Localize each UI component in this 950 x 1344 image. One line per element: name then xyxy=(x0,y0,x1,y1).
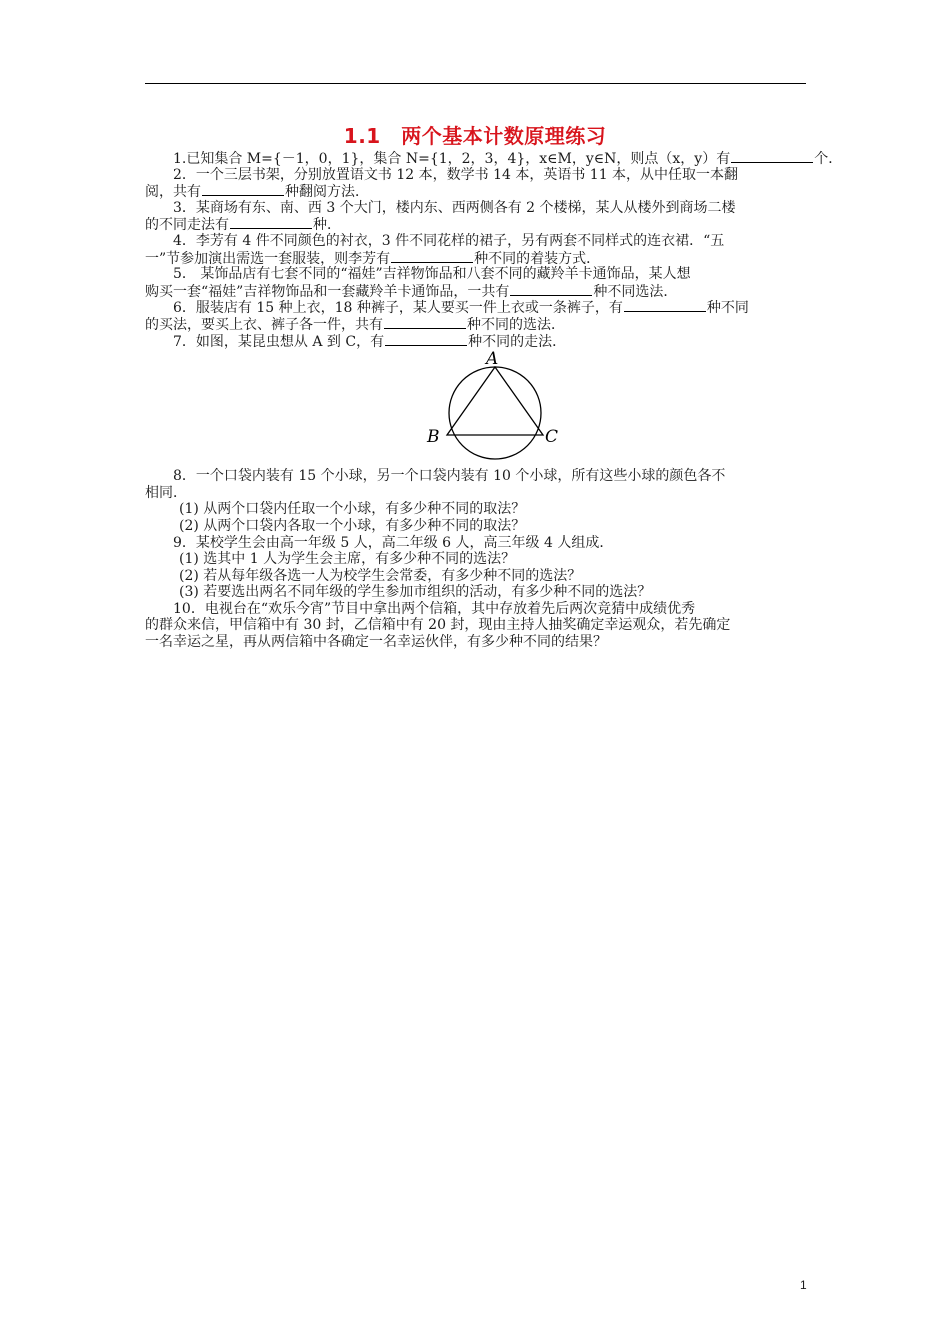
answer-blank[interactable] xyxy=(202,183,284,196)
question-2-cont: 阅，共有 种翻阅方法． xyxy=(145,184,369,201)
question-4: 4．李芳有 4 件不同颜色的衬衣，3 件不同花样的裙子，另有两套不同样式的连衣裙．“五 xyxy=(173,232,725,249)
question-1: 1.已知集合 M={－1，0，1}，集合 N={1，2，3，4}，x∈M，y∈N，则点（x，y）有 个． xyxy=(173,151,843,167)
vertex-label-c: C xyxy=(545,427,559,447)
question-8: 8．一个口袋内装有 15 个小球，另一个口袋内装有 10 个小球，所有这些小球的颜色各不 xyxy=(173,468,726,485)
vertex-label-b: B xyxy=(427,427,440,447)
answer-blank[interactable] xyxy=(510,283,592,296)
question-9-part-1: (1) 选其中 1 人为学生会主席，有多少种不同的选法？ xyxy=(179,551,516,568)
question-5-cont: 购买一套“福娃”吉祥物饰品和一套藏羚羊卡通饰品，一共有 种不同选法． xyxy=(145,283,678,300)
question-10: 10．电视台在“欢乐今宵”节目中拿出两个信箱，其中存放着先后两次竞猜中成绩优秀 xyxy=(173,600,696,617)
answer-blank[interactable] xyxy=(731,150,813,163)
answer-blank[interactable] xyxy=(624,299,706,312)
question-6: 6．服装店有 15 种上衣，18 种裤子，某人要买一件上衣或一条裤子，有 种不同 xyxy=(173,300,749,317)
page-title: 1.1 两个基本计数原理练习 xyxy=(343,124,607,148)
answer-blank[interactable] xyxy=(384,316,466,329)
answer-blank[interactable] xyxy=(230,216,312,229)
question-10-cont: 一名幸运之星，再从两信箱中各确定一名幸运伙伴，有多少种不同的结果？ xyxy=(145,634,607,651)
page-number: 1 xyxy=(800,1278,807,1292)
question-4-cont: 一”节参加演出需选一套服装，则李芳有 种不同的着装方式． xyxy=(145,250,601,267)
question-8-part-1: (1) 从两个口袋内任取一个小球，有多少种不同的取法？ xyxy=(179,501,526,518)
question-8-part-2: (2) 从两个口袋内各取一个小球，有多少种不同的取法？ xyxy=(179,517,526,534)
header-rule xyxy=(145,83,806,84)
question-5: 5． 某饰品店有七套不同的“福娃”吉祥物饰品和八套不同的藏羚羊卡通饰品，某人想 xyxy=(173,266,691,283)
question-3-cont: 的不同走法有 种． xyxy=(145,217,341,234)
question-3: 3．某商场有东、南、西 3 个大门，楼内东、西两侧各有 2 个楼梯，某人从楼外到商场二楼 xyxy=(173,199,736,216)
question-2: 2．一个三层书架，分别放置语文书 12 本，数学书 14 本，英语书 11 本，从中任取一本翻 xyxy=(173,166,739,183)
question-8-cont: 相同． xyxy=(145,484,187,501)
answer-blank[interactable] xyxy=(391,250,473,263)
vertex-label-a: A xyxy=(486,349,499,369)
question-9: 9．某校学生会由高一年级 5 人，高二年级 6 人，高三年级 4 人组成． xyxy=(173,534,614,551)
question-9-part-2: (2) 若从每年级各选一人为校学生会常委，有多少种不同的选法？ xyxy=(179,567,582,584)
circle-triangle-figure xyxy=(420,345,570,460)
question-7: 7．如图，某昆虫想从 A 到 C，有 种不同的走法． xyxy=(173,333,567,350)
question-6-cont: 的买法，要买上衣、裤子各一件，共有 种不同的选法． xyxy=(145,316,565,333)
question-9-part-3: (3) 若要选出两名不同年级的学生参加市组织的活动，有多少种不同的选法？ xyxy=(179,584,652,601)
question-10-cont: 的群众来信，甲信箱中有 30 封，乙信箱中有 20 封，现由主持人抽奖确定幸运观众，若先确定 xyxy=(145,617,731,634)
triangle xyxy=(447,367,543,435)
answer-blank[interactable] xyxy=(385,333,467,346)
